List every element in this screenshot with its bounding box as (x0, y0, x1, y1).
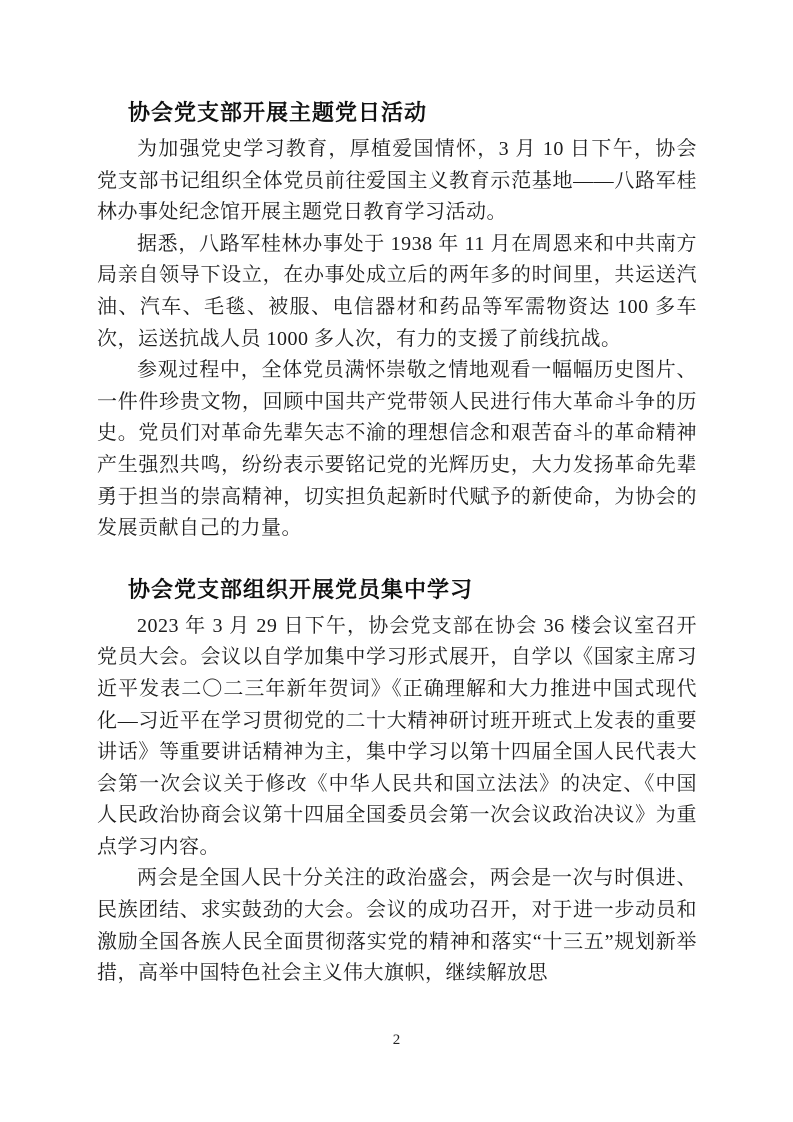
section-title-party-day-activity: 协会党支部开展主题党日活动 (128, 100, 428, 125)
page-number: 2 (392, 1032, 401, 1048)
paragraph: 两会是全国人民十分关注的政治盛会，两会是一次与时俱进、民族团结、求实鼓劲的大会。会议的成功召开，对于进一步动员和激励全国各族人民全面贯彻落实党的精神和落实“十三五”规划新举措，高举中国特色社会主义伟大旗帜，继续解放思 (97, 867, 697, 985)
paragraph: 参观过程中，全体党员满怀崇敬之情地观看一幅幅历史图片、一件件珍贵文物，回顾中国共产党带领人民进行伟大革命斗争的历史。党员们对革命先辈矢志不渝的理想信念和艰苦奋斗的革命精神产生强烈共鸣，纷纷表示要铭记党的光辉历史，大力发扬革命先辈勇于担当的崇高精神，切实担负起新时代赋予的新使命，为协会的发展贡献自己的力量。 (97, 359, 697, 540)
section-title-collective-study: 协会党支部组织开展党员集中学习 (128, 576, 474, 602)
document-content (97, 96, 697, 990)
paragraph: 据悉，八路军桂林办事处于 1938 年 11 月在周恩来和中共南方局亲自领导下设立，在办事处成立后的两年多的时间里，共运送汽油、汽车、毛毯、被服、电信器材和药品等军需物资达 100 多车次，运送抗战人员 1000 多人次，有力的支援了前线抗战。 (97, 232, 697, 350)
paragraph: 为加强党史学习教育，厚植爱国情怀，3 月 10 日下午，协会党支部书记组织全体党员前往爱国主义教育示范基地——八路军桂林办事处纪念馆开展主题党日教育学习活动。 (97, 138, 697, 224)
paragraph: 2023 年 3 月 29 日下午，协会党支部在协会 36 楼会议室召开党员大会。会议以自学加集中学习形式展开，自学以《国家主席习近平发表二〇二三年新年贺词》《正确理解和大力推进中国式现代化—习近平在学习贯彻党的二十大精神研讨班开班式上发表的重要讲话》等重要讲话精神为主，集中学习以第十四届全国人民代表大会第一次会议关于修改《中华人民共和国立法法》的决定、《中国人民政治协商会议第十四届全国委员会第一次会议政治决议》为重点学习内容。 (97, 614, 697, 858)
